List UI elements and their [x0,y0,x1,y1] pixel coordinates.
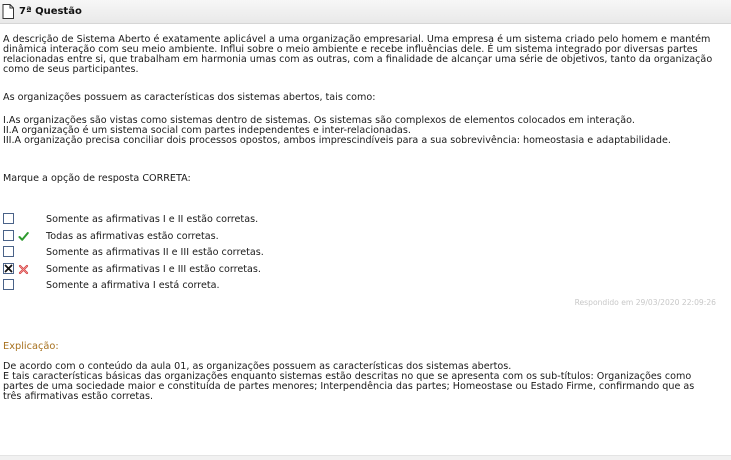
statements-list [3,116,721,146]
question-lead: As organizações possuem as características dos sistemas abertos, tais como: [3,92,376,103]
explanation-text [3,362,713,402]
question-text: A descrição de Sistema Aberto é exatamente aplicável a uma organização empresarial. Uma empresa é um sistema criado pelo homem e mantém dinâmica interação com seu meio ambiente. Influi sobre o meio ambiente e recebe influências dele. É um sistema integrado por diversas partes relacionadas entre si, que trabalham em harmonia umas com as outras, com a finalidade de alcançar uma série de objetivos, tanto da organização como de seus participantes. [3,34,713,75]
answered-timestamp: Respondido em 29/03/2020 22:09:26 [574,298,716,307]
option-checkbox[interactable] [3,246,14,257]
option-checkbox[interactable] [3,279,14,290]
option-checkbox[interactable] [3,213,14,224]
explanation-title: Explicação: [3,341,59,352]
checkbox-x-icon [4,264,13,273]
divider [0,455,731,460]
option-label: Somente a afirmativa I está correta. [46,280,220,292]
statement-item: III.A organização precisa conciliar dois processos opostos, ambos imprescindíveis para a sua sobrevivência: homeostasia e adaptabilidade. [3,134,671,146]
explanation-line: E tais características básicas das organizações enquanto sistemas estão descritas no que se apresenta com os sub-títulos: Organizações como partes de uma sociedade maior e constituída de partes menores; Interpendência das partes; Homeostase ou Estado Firme, confirmando que as três afirmativas estão corretas. [3,370,695,402]
option-label: Somente as afirmativas II e III estão corretas. [46,247,264,259]
option-checkbox-checked[interactable] [3,263,14,274]
document-icon [2,4,14,19]
option-label: Todas as afirmativas estão corretas. [46,230,219,242]
question-header [0,0,731,24]
explanation-line: De acordo com o conteúdo da aula 01, as organizações possuem as características dos sistemas abertos. [3,361,512,372]
statement-item: I.As organizações são vistas como sistemas dentro de sistemas. Os sistemas são complexos de elementos colocados em interação. [3,115,635,126]
question-prompt: Marque a opção de resposta CORRETA: [3,173,191,184]
option-label: Somente as afirmativas I e II estão corretas. [46,214,259,225]
question-title: 7ª Questão [19,6,82,17]
wrong-x-icon [18,264,29,275]
correct-check-icon [18,231,29,242]
option-checkbox[interactable] [3,230,14,241]
statement-item: II.A organização é um sistema social com partes independentes e inter-relacionadas. [3,124,411,136]
option-label: Somente as afirmativas I e III estão corretas. [46,263,261,275]
